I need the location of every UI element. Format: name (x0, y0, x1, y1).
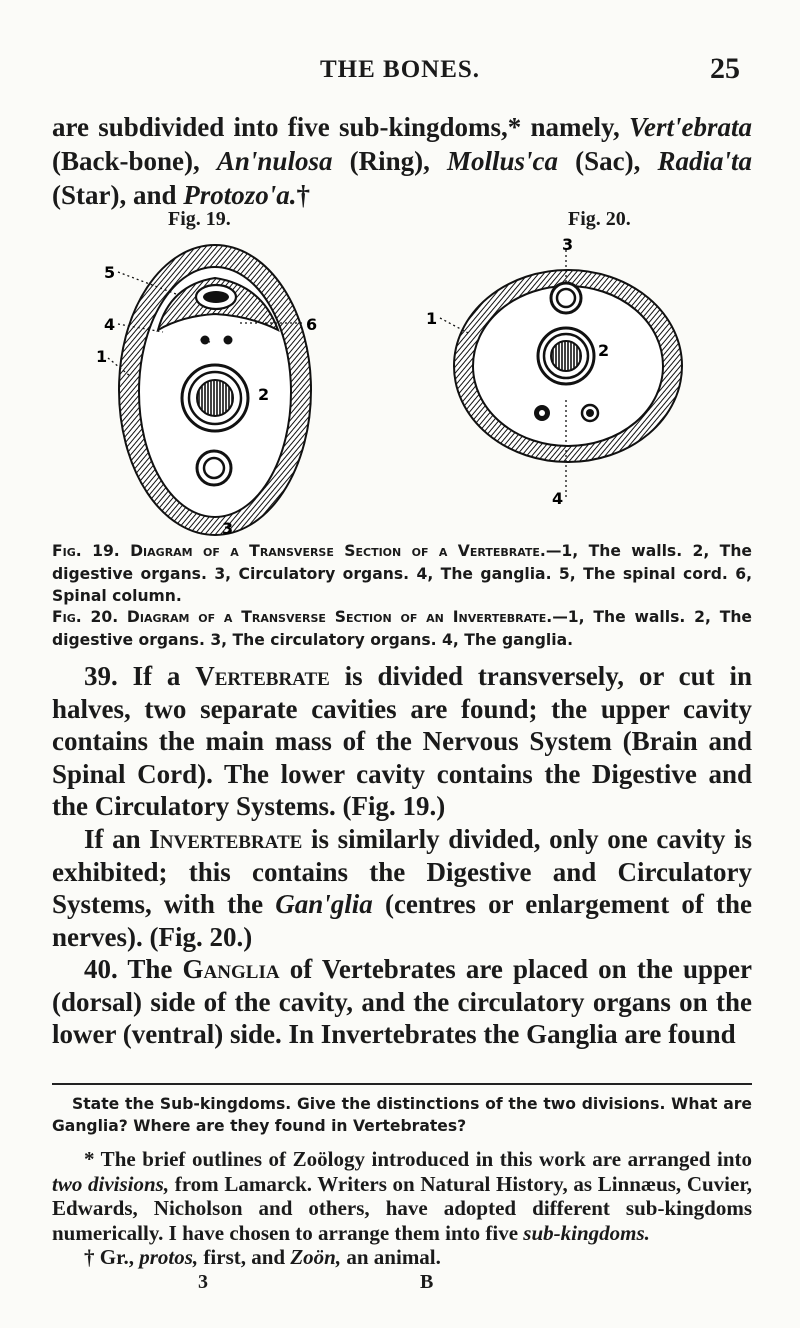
intro-text-3: (Ring), (332, 146, 447, 176)
footnote-2-text-a: † Gr., (84, 1245, 140, 1269)
term-annulosa: An'nulosa (216, 146, 333, 176)
fig20-label-3: 3 (562, 235, 574, 254)
term-radiata: Radia'ta (657, 146, 753, 176)
signature-mark-letter: B (420, 1271, 434, 1293)
fig19-caption (52, 540, 752, 608)
fig20-label-4: 4 (552, 489, 564, 508)
term-ganglia-italic: Gan'glia (275, 889, 373, 919)
fig20-label-1: 1 (426, 309, 438, 328)
fig19-label-1: 1 (96, 347, 108, 366)
footnote-dagger (52, 1245, 752, 1270)
intro-text-1: are subdivided into five sub-kingdoms,* namely, (52, 112, 629, 142)
running-title: THE BONES. (319, 56, 481, 83)
page-number: 25 (710, 52, 740, 85)
footnote-asterisk (52, 1147, 752, 1245)
footnote-1-two-divisions: two divisions, (52, 1171, 170, 1196)
fig19-label: Fig. 19. (168, 208, 231, 230)
footnote-1-text-a: * The brief outlines of Zoölogy introduced in this work are arranged into (84, 1147, 752, 1171)
footnote-1-text-b: from Lamarck. Writers on Natural History, as Linnæus, Cuvier, Edwards, Nicholson and others, have adopted different sub-kingdoms numerically. I have chosen to arrange them into five (52, 1171, 752, 1245)
fig19-label-4: 4 (104, 315, 116, 334)
paragraph-40 (52, 953, 752, 1051)
paragraph-40-text-a: The (117, 954, 183, 984)
signature-mark-number: 3 (198, 1271, 208, 1293)
fig19-label-5: 5 (104, 263, 116, 282)
footnote-2-zoon: Zoön, (290, 1245, 342, 1269)
fig19-label-6: 6 (306, 315, 318, 334)
fig20-caption-text: —1, The walls. 2, The digestive organs. 3, The circulatory organs. 4, The ganglia. (52, 608, 753, 649)
paragraph-39-text-a: If a (117, 661, 196, 691)
fig20-label: Fig. 20. (568, 208, 631, 230)
footnote-2-text-b: first, and (198, 1245, 291, 1269)
paragraph-39-number: 39. (84, 661, 118, 691)
fig20-caption-lead: Fig. 20. Diagram of a Transverse Section of an Invertebrate. (52, 608, 553, 626)
intro-text-2: (Back-bone), (52, 146, 217, 176)
fig19-label-2: 2 (258, 385, 270, 404)
term-vertebrate: Vertebrate (195, 661, 330, 691)
intro-text-5: (Star), and (52, 180, 184, 210)
term-invertebrate: Invertebrate (149, 824, 303, 854)
paragraph-39 (52, 660, 752, 823)
paragraph-40-number: 40. (84, 954, 118, 984)
review-questions: State the Sub-kingdoms. Give the distinctions of the two divisions. What are Ganglia? Where are they found in Vertebrates? (52, 1095, 752, 1135)
term-ganglia: Ganglia (182, 954, 280, 984)
paragraph-39b-text-b: is similarly divided, only one cavity is exhibited; this contains the Digestive and Circulatory Systems, with the (52, 824, 752, 919)
term-mollusca: Mollus'ca (446, 146, 559, 176)
fig19-ganglion-left (201, 336, 210, 345)
footnote-1-sub-kingdoms: sub-kingdoms. (523, 1220, 650, 1245)
section-divider (52, 1083, 752, 1085)
paragraph-39b-text-c: (centres or enlargement of the nerves). (Fig. 20.) (52, 889, 752, 952)
paragraph-39-text-b: is divided transversely, or cut in halves, two separate cavities are found; the upper cavity contains the main mass of the Nervous System (Brain and Spinal Cord). The lower cavity contains the Digestive and the Circulatory Systems. (Fig. 19.) (52, 661, 752, 821)
paragraph-39b-text-a: If an (84, 824, 150, 854)
footnote-2-text-c: an animal. (341, 1245, 441, 1269)
intro-text-4: (Sac), (558, 146, 658, 176)
fig20-diagram (440, 250, 682, 500)
term-protozoa: Protozo'a. (183, 180, 297, 210)
fig19-caption-lead: Fig. 19. Diagram of a Transverse Section of a Vertebrate. (52, 542, 546, 560)
fig20-caption (52, 606, 752, 651)
paragraph-39-continued (52, 823, 752, 953)
fig19-diagram (108, 245, 311, 535)
fig19-ganglion-right (224, 336, 233, 345)
fig20-label-2: 2 (598, 341, 610, 360)
footnote-2-protos: protos, (139, 1245, 199, 1269)
term-vertebrata: Vert'ebrata (628, 112, 752, 142)
paragraph-40-text-b: of Vertebrates are placed on the upper (dorsal) side of the cavity, and the circulatory organs on the lower (ventral) side. In Invertebrates the Ganglia are found (52, 954, 752, 1049)
intro-dagger: † (296, 180, 311, 210)
fig19-label-3: 3 (222, 519, 234, 538)
fig19-caption-text: —1, The walls. 2, The digestive organs. 3, Circulatory organs. 4, The ganglia. 5, The spinal cord. 6, Spinal column. (52, 542, 752, 605)
